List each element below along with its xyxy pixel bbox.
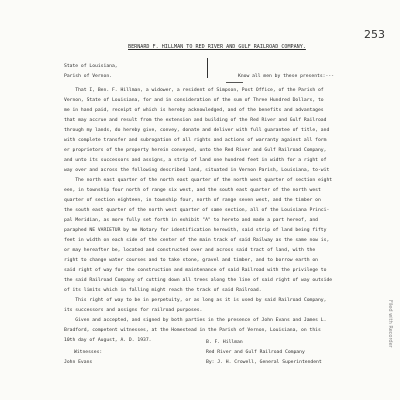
body-line: and unto its successors and assigns, a strip of land one hundred feet in width for a right of	[64, 158, 327, 163]
grantor-signature: B. F. Hillman	[206, 340, 243, 345]
body-line: pal Meridian, as more fully set forth in exhibit "A" to hereto and made a part hereof, and	[64, 218, 318, 223]
body-line: This right of way to be in perpetuity, or as long as it is used by said Railroad Company,	[64, 298, 327, 303]
body-line: Given and accepted, and signed by both parties in the presence of John Evans and James L.	[64, 318, 327, 323]
body-line: me in hand paid, receipt of which is hereby acknowledged, and of the benefits and advantages	[64, 108, 324, 113]
witnesses-label: Witnesses:	[74, 350, 103, 355]
body-line: quarter of section eighteen, in township four, north of range seven west, and the timber on	[64, 198, 321, 203]
body-line: That I, Ben. F. Hillman, a widower, a resident of Simpson, Post Office, of the Parish of	[64, 88, 324, 93]
side-stamp: Filed with Recorder	[387, 300, 393, 348]
state-line: State of Louisiana,	[64, 64, 118, 69]
know-all-men-line: Know all men by these presents:---	[238, 74, 334, 79]
body-line: the south east quarter of the north west quarter of same section, all of the Louisiana Princi-	[64, 208, 330, 213]
parish-line: Parish of Vernon.	[64, 74, 112, 79]
witness-name: John Evans	[64, 360, 93, 365]
body-line: er proprietors of the property herein conveyed, unto the Red River and Gulf Railroad Company,	[64, 148, 327, 153]
body-line: paraphed NE VARIETUR by me Notary for identification herewith, said strip of land being fifty	[64, 228, 327, 233]
body-line: way over and across the following described land, situated in Vernon Parish, Louisiana, to-wit	[64, 168, 330, 173]
company-name: Red River and Gulf Railroad Company	[206, 350, 305, 355]
body-line: Bradford, competent witnesses, at the Homestead in the Parish of Vernon, Louisiana, on this	[64, 328, 321, 333]
company-signatory: By: J. H. Crowell, General Superintendent	[206, 360, 322, 365]
body-line: or may hereafter be, located and constructed over and across said tract of land, with the	[64, 248, 316, 253]
body-line: the said Railroad Company of cutting down all trees along the line of said right of way outside	[64, 278, 333, 283]
body-line: its successors and assigns for railroad purposes.	[64, 308, 203, 313]
bracket-mark	[207, 58, 208, 78]
body-line: of its limits which in falling might reach the track of said Railroad.	[64, 288, 262, 293]
body-line: through my lands, do hereby give, convey, donate and deliver with full guarantee of title, and	[64, 128, 330, 133]
body-line: with complete transfer and subrogation of all rights and actions of warranty against all form	[64, 138, 327, 143]
body-line: that may accrue and result from the extension and building of the Red River and Gulf Railroad	[64, 118, 327, 123]
body-line: said right of way for the construction and maintenance of said Railroad with the privilege to	[64, 268, 327, 273]
separator-rule	[226, 82, 243, 83]
body-line: 10th day of August, A. D. 1937.	[64, 338, 152, 343]
document-title: BERNARD F. HILLMAN TO RED RIVER AND GULF RAILROAD COMPANY.	[128, 44, 306, 50]
body-line: Vernon, State of Louisiana, for and in consideration of the sum of Three Hundred Dollars, to	[64, 98, 324, 103]
body-line: feet in width on each side of the center of the main track of said Railway as the same now is,	[64, 238, 330, 243]
page-number: 253	[364, 28, 385, 41]
body-line: The north east quarter of the north east quarter of the north west quarter of section eight	[64, 178, 333, 183]
body-line: right to change water courses and to take stone, gravel and timber, and to borrow earth on	[64, 258, 318, 263]
body-line: een, in township four north of range six west, and the south east quarter of the north west	[64, 188, 321, 193]
